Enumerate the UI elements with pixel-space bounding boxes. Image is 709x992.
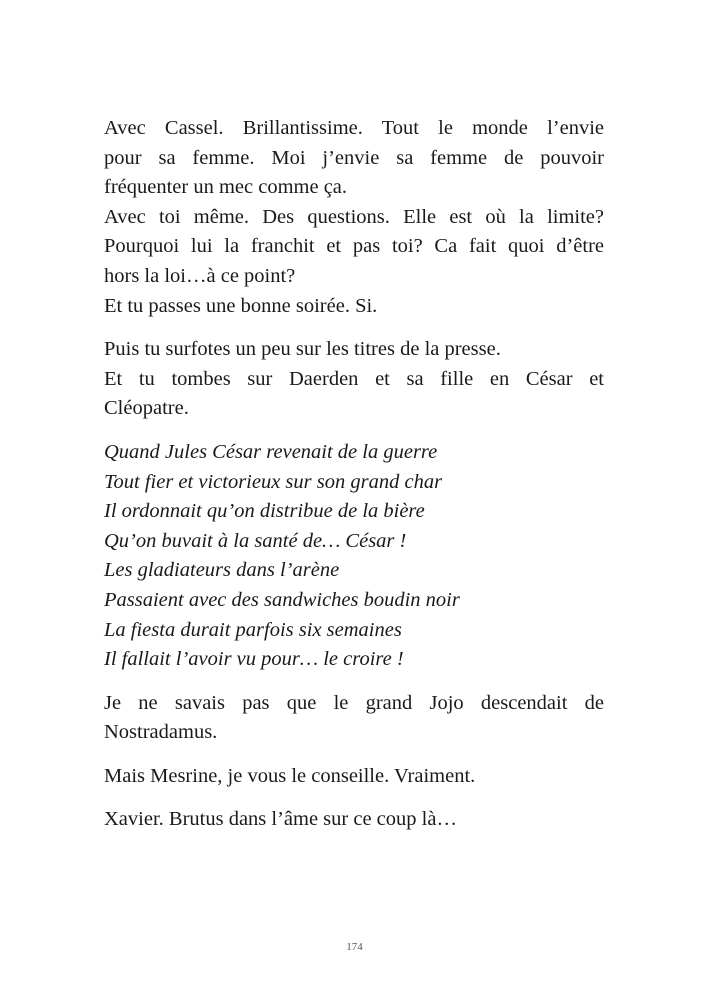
text-line: Je ne savais pas que le grand Jojo descendait de <box>104 691 604 714</box>
paragraph-presse <box>104 335 604 424</box>
poem-verse: Tout fier et victorieux sur son grand char <box>104 470 443 493</box>
poem-verse: Quand Jules César revenait de la guerre <box>104 440 438 463</box>
text-line: hors la loi…à ce point? <box>104 264 296 287</box>
paragraph-cassel <box>104 114 604 321</box>
text-line: Mais Mesrine, je vous le conseille. Vraiment. <box>104 764 476 787</box>
text-line: Puis tu surfotes un peu sur les titres de la presse. <box>104 338 501 361</box>
text-line: Et tu tombes sur Daerden et sa fille en César et <box>104 367 604 390</box>
text-line: Avec Cassel. Brillantissime. Tout le monde l’envie <box>104 117 604 139</box>
paragraph-jojo <box>104 689 604 748</box>
poem-verse: Qu’on buvait à la santé de… César ! <box>104 529 407 552</box>
text-line: Et tu passes une bonne soirée. Si. <box>104 294 378 317</box>
poem-verse: Il fallait l’avoir vu pour… le croire ! <box>104 648 404 671</box>
poem-jules-cesar <box>104 438 604 675</box>
page-number: 174 <box>346 941 363 953</box>
text-line: Nostradamus. <box>104 721 218 744</box>
text-line: Cléopatre. <box>104 397 189 420</box>
text-line: pour sa femme. Moi j’envie sa femme de pouvoir <box>104 146 604 169</box>
poem-verse: La fiesta durait parfois six semaines <box>104 618 402 641</box>
poem-verse: Passaient avec des sandwiches boudin noir <box>104 588 460 611</box>
text-line: Xavier. Brutus dans l’âme sur ce coup là… <box>104 808 457 831</box>
poem-verse: Il ordonnait qu’on distribue de la bière <box>104 500 425 523</box>
text-line: Avec toi même. Des questions. Elle est où la limite? <box>104 205 604 228</box>
poem-verse: Les gladiateurs dans l’arène <box>104 559 340 582</box>
text-line: Pourquoi lui la franchit et pas toi? Ca fait quoi d’être <box>104 235 604 258</box>
page-body <box>104 114 604 849</box>
paragraph-mesrine <box>104 762 604 792</box>
paragraph-xavier <box>104 805 604 835</box>
text-line: fréquenter un mec comme ça. <box>104 176 348 199</box>
